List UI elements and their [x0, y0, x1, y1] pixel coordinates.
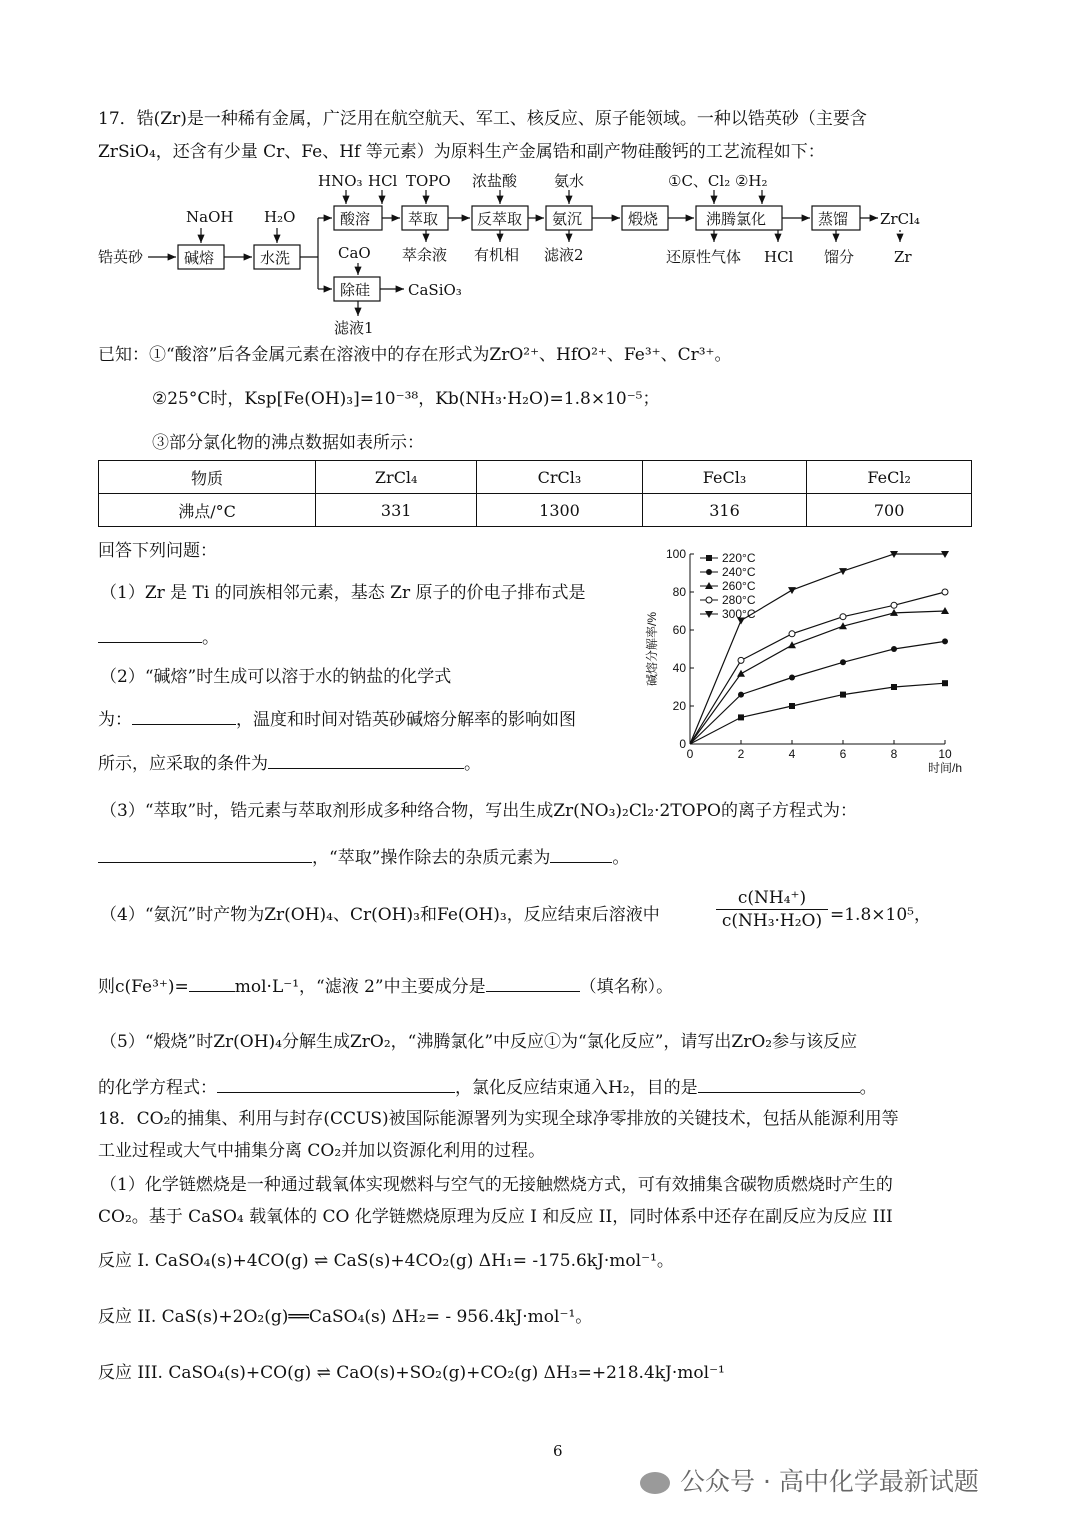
process-flow-diagram [96, 168, 976, 340]
known-2: ②25°C时，Ksp[Fe(OH)₃]=10⁻³⁸，Kb(NH₃·H₂O)=1.8×10⁻⁵； [152, 389, 660, 409]
box-suanrong: 酸溶 [340, 210, 371, 228]
legend-label: 260°C [722, 579, 756, 593]
decomposition-rate-chart [640, 544, 980, 780]
input-c-cl2-h2: ①C、Cl₂ ②H₂ [668, 172, 768, 190]
series-line [690, 641, 945, 744]
box-duanshao: 煅烧 [628, 210, 659, 228]
data-point [789, 631, 795, 637]
input-nongyansuan: 浓盐酸 [472, 172, 518, 190]
fraction-denominator: c(NH₃·H₂O) [721, 911, 823, 931]
data-point [706, 597, 712, 603]
input-cao: CaO [338, 244, 371, 262]
table-cell: 331 [316, 494, 477, 527]
x-tick-label: 10 [938, 747, 952, 761]
data-point [706, 569, 712, 575]
reaction-2: 反应 II. CaS(s)+2O₂(g)══CaSO₄(s) ΔH₂= - 956.4kJ·mol⁻¹。 [98, 1307, 593, 1327]
data-point [789, 703, 795, 709]
known-1: 已知：①“酸溶”后各金属元素在溶液中的存在形式为ZrO²⁺、HfO²⁺、Fe³⁺、Cr³⁺。 [98, 345, 732, 365]
answer-blank[interactable] [550, 846, 612, 863]
input-topo: TOPO [406, 172, 451, 190]
part4-ratio: =1.8×10⁵， [830, 905, 931, 925]
box-jianrong: 碱熔 [184, 249, 215, 267]
answer-blank[interactable] [698, 1076, 860, 1093]
x-tick-label: 4 [788, 747, 796, 761]
legend-label: 240°C [722, 565, 756, 579]
box-cuiqu: 萃取 [408, 210, 439, 228]
table-cell: FeCl₃ [642, 461, 807, 494]
known-3: ③部分氯化物的沸点数据如表所示： [152, 433, 424, 453]
answer-blank[interactable] [217, 1076, 455, 1093]
output-cuiyuye: 萃余液 [402, 246, 448, 264]
table-cell: 700 [807, 494, 972, 527]
answer-blank[interactable] [132, 708, 236, 725]
reaction-1: 反应 I. CaSO₄(s)+4CO(g) ⇌ CaS(s)+4CO₂(g) ΔH₁= -175.6kJ·mol⁻¹。 [98, 1251, 674, 1271]
part4-fraction [716, 887, 828, 932]
table-cell: FeCl₂ [807, 461, 972, 494]
y-tick-label: 100 [665, 547, 686, 561]
part5-line1: （5）“煅烧”时Zr(OH)₄分解生成ZrO₂，“沸腾氯化”中反应①为“氯化反应”，请写出ZrO₂参与该反应 [100, 1032, 858, 1052]
answer-blank[interactable] [268, 752, 464, 769]
answer-blank[interactable] [189, 975, 235, 992]
data-point [706, 555, 712, 561]
data-point [840, 692, 846, 698]
output-liufen: 馏分 [824, 248, 855, 266]
input-hcl: HCl [368, 172, 398, 190]
fraction-numerator: c(NH₄⁺) [716, 887, 828, 910]
x-tick-label: 2 [737, 747, 745, 761]
data-point [738, 657, 744, 663]
table-cell: 1300 [477, 494, 642, 527]
q18-line1: 18．CO₂的捕集、利用与封存(CCUS)被国际能源署列为实现全球净零排放的关键技术，包括从能源利用等 [98, 1109, 899, 1129]
output-lvye2: 滤液2 [544, 246, 584, 264]
part1-line1: （1）Zr 是 Ti 的同族相邻元素，基态 Zr 原子的价电子排布式是 [100, 583, 586, 603]
answer-blank[interactable] [98, 626, 202, 643]
input-naoh: NaOH [186, 208, 234, 226]
legend-label: 280°C [722, 593, 756, 607]
part3-line2: ，“萃取”操作除去的杂质元素为 。 [98, 846, 629, 869]
y-tick-label: 40 [672, 661, 686, 675]
table-cell: 物质 [99, 461, 316, 494]
boiling-point-table [98, 460, 972, 527]
x-axis-label: 时间/h [927, 761, 963, 775]
data-point [891, 602, 897, 608]
q17-line1: 17．锆(Zr)是一种稀有金属，广泛用在航空航天、军工、核反应、原子能领域。一种以锆英砂（主要含 [98, 109, 867, 129]
box-fancuiqu: 反萃取 [477, 210, 523, 228]
answer-intro: 回答下列问题： [98, 541, 217, 561]
part4-line2: 则c(Fe³⁺)= mol·L⁻¹，“滤液 2”中主要成分是 （填名称）。 [98, 977, 674, 997]
box-shuixi: 水洗 [260, 249, 291, 267]
output-casio3: CaSiO₃ [408, 281, 462, 299]
data-point [942, 680, 948, 686]
series-line [690, 683, 945, 744]
part2-line3: 所示，应采取的条件为 。 [98, 754, 481, 774]
x-tick-label: 8 [890, 747, 898, 761]
x-tick-label: 6 [839, 747, 847, 761]
legend-label: 220°C [722, 551, 756, 565]
flow-start: 锆英砂 [98, 248, 144, 266]
output-huanyuanxingqiti: 还原性气体 [666, 248, 742, 266]
output-hcl: HCl [764, 248, 794, 266]
y-tick-label: 0 [679, 737, 686, 751]
output-youjixiang: 有机相 [474, 246, 520, 264]
input-hno3: HNO₃ [318, 172, 363, 190]
part5-line2: 的化学方程式： ，氯化反应结束通入H₂，目的是 。 [98, 1078, 877, 1098]
answer-blank[interactable] [486, 975, 580, 992]
part1-line2: 。 [98, 626, 219, 649]
y-axis-label: 碱熔分解率/% [645, 611, 659, 687]
q18-line4: CO₂。基于 CaSO₄ 载氧体的 CO 化学链燃烧原理为反应 I 和反应 II，同时体系中还存在副反应为反应 III [98, 1207, 893, 1227]
part4-line1: （4）“氨沉”时产物为Zr(OH)₄、Cr(OH)₃和Fe(OH)₃，反应结束后溶液中 [100, 905, 660, 925]
data-point [738, 714, 744, 720]
q18-line3: （1）化学链燃烧是一种通过载氧体实现燃料与空气的无接触燃烧方式，可有效捕集含碳物质燃烧时产生的 [100, 1175, 893, 1195]
data-point [789, 675, 795, 681]
box-chugui: 除硅 [340, 281, 371, 299]
output-lvye1: 滤液1 [334, 319, 374, 337]
box-feitenglvhua: 沸腾氯化 [706, 210, 767, 228]
part2-line1: （2）“碱熔”时生成可以溶于水的钠盐的化学式 [100, 667, 452, 687]
x-tick-label: 0 [686, 747, 694, 761]
data-point [891, 684, 897, 690]
table-cell: 316 [642, 494, 807, 527]
output-zr: Zr [894, 248, 912, 266]
data-point [942, 638, 948, 644]
y-tick-label: 80 [672, 585, 686, 599]
reaction-3: 反应 III. CaSO₄(s)+CO(g) ⇌ CaO(s)+SO₂(g)+CO₂(g) ΔH₃=+218.4kJ·mol⁻¹ [98, 1363, 725, 1383]
data-point [942, 589, 948, 595]
box-zhengliu: 蒸馏 [818, 210, 849, 228]
data-point [737, 670, 745, 677]
part2-line2: 为： ，温度和时间对锆英砂碱熔分解率的影响如图 [98, 710, 576, 730]
input-h2o: H₂O [264, 208, 296, 226]
answer-blank[interactable] [98, 846, 312, 863]
data-point [891, 646, 897, 652]
watermark: 公众号 · 高中化学最新试题 [640, 1462, 979, 1498]
table-cell: ZrCl₄ [316, 461, 477, 494]
output-zrcl4: ZrCl₄ [880, 210, 920, 228]
input-anshui: 氨水 [554, 172, 585, 190]
data-point [840, 659, 846, 665]
page-number: 6 [553, 1442, 563, 1460]
data-point [738, 692, 744, 698]
table-row [99, 494, 972, 527]
wechat-icon [640, 1472, 670, 1494]
q18-line2: 工业过程或大气中捕集分离 CO₂并加以资源化利用的过程。 [98, 1141, 546, 1161]
part3-line1: （3）“萃取”时，锆元素与萃取剂形成多种络合物，写出生成Zr(NO₃)₂Cl₂·2TOPO的离子方程式为： [100, 801, 857, 821]
data-point [788, 587, 796, 594]
y-tick-label: 20 [672, 699, 686, 713]
table-cell: 沸点/°C [99, 494, 316, 527]
box-anchen: 氨沉 [552, 210, 583, 228]
table-cell: CrCl₃ [477, 461, 642, 494]
data-point [840, 614, 846, 620]
y-tick-label: 60 [672, 623, 686, 637]
data-point [941, 607, 949, 614]
legend-label: 300°C [722, 607, 756, 621]
table-header-row [99, 461, 972, 494]
q17-line2: ZrSiO₄，还含有少量 Cr、Fe、Hf 等元素）为原料生产金属锆和副产物硅酸钙的工艺流程如下： [98, 142, 825, 162]
